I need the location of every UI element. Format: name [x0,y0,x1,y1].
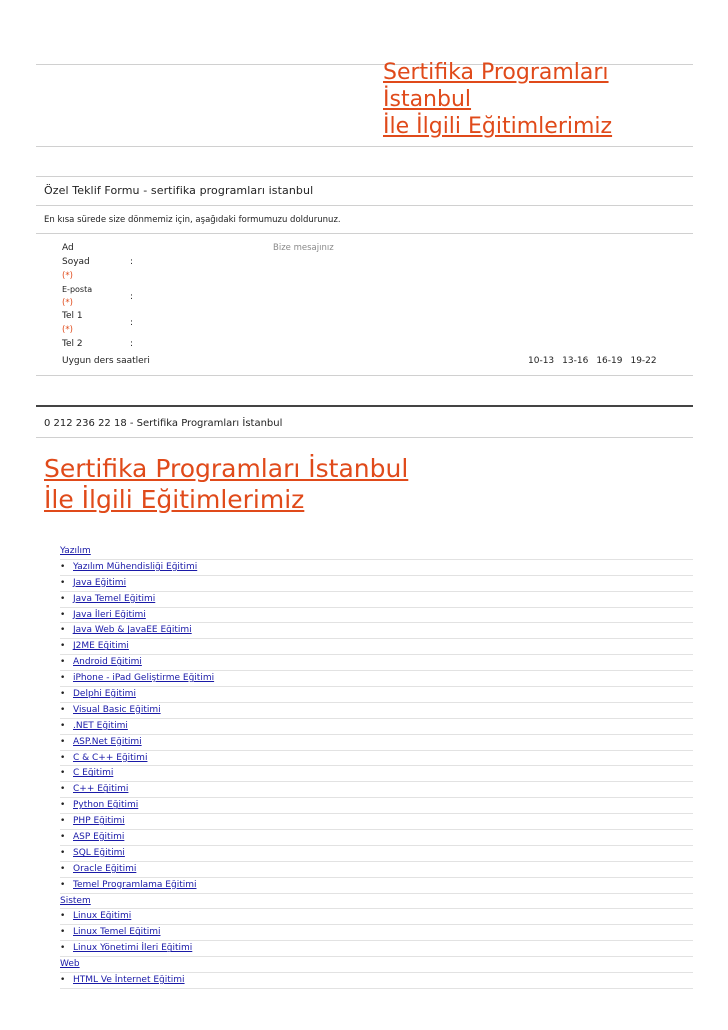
course-link[interactable]: Linux Eğitimi [73,911,132,922]
section-title-line-1[interactable]: Sertifika Programları İstanbul [44,454,409,483]
required-mark-soyad: (*) [62,271,73,281]
list-item-content [60,737,142,747]
time-slot-option[interactable]: 13-16 [562,356,589,366]
bullet-icon: • [60,911,66,922]
list-item-content [60,784,128,794]
list-item [60,719,693,735]
course-link[interactable]: Java İleri Eğitimi [73,609,146,620]
list-item-content [60,594,155,604]
bullet-icon: • [60,800,66,811]
divider [36,375,693,376]
list-item [60,798,693,814]
field-label-tel1: Tel 1 [62,311,83,321]
list-item-content [60,753,147,763]
bullet-icon: • [60,847,66,858]
row-divider [60,988,693,989]
time-slots [528,356,657,366]
course-link[interactable]: C Eğitimi [73,768,114,779]
bullet-icon: • [60,768,66,779]
bullet-icon: • [60,736,66,747]
course-link[interactable]: Linux Yönetimi İleri Eğitimi [73,943,193,954]
course-link[interactable]: Delphi Eğitimi [73,689,136,700]
list-item-content [60,625,192,635]
field-colon-tel1: : [130,318,134,328]
list-item [60,862,693,878]
time-slot-option[interactable]: 19-22 [630,356,657,366]
list-item [60,751,693,767]
list-item [60,814,693,830]
course-link[interactable]: SQL Eğitimi [73,847,125,858]
course-link[interactable]: Java Temel Eğitimi [73,593,156,604]
bullet-icon: • [60,625,66,636]
bullet-icon: • [60,863,66,874]
list-item [60,639,693,655]
list-item [60,671,693,687]
list-item-content [60,705,161,715]
bullet-icon: • [60,816,66,827]
time-slot-option[interactable]: 10-13 [528,356,555,366]
field-label-eposta: E-posta [62,285,93,294]
course-navigation [60,544,693,989]
bullet-icon: • [60,943,66,954]
category-link[interactable]: Sistem [60,895,91,906]
field-label-tel2: Tel 2 [62,339,83,349]
list-item-content [60,880,197,890]
course-link[interactable]: Python Eğitimi [73,800,139,811]
list-item-content [60,768,113,778]
divider [36,176,693,177]
header-title-line-3[interactable]: İle İlgili Eğitimlerimiz [383,114,613,139]
category-row [60,544,693,560]
list-item-content [60,943,192,953]
required-mark-tel1: (*) [62,325,73,335]
bullet-icon: • [60,561,66,572]
list-item-content [60,911,131,921]
bullet-icon: • [60,927,66,938]
course-link[interactable]: C++ Eğitimi [73,784,129,795]
time-slot-option[interactable]: 16-19 [596,356,623,366]
field-label-soyad: Soyad [62,257,90,267]
course-link[interactable]: C & C++ Eğitimi [73,752,148,763]
list-item-content [60,721,128,731]
bullet-icon: • [60,832,66,843]
list-item [60,909,693,925]
list-item-content [60,657,142,667]
course-link[interactable]: J2ME Eğitimi [73,641,129,652]
course-link[interactable]: Visual Basic Eğitimi [73,704,161,715]
bullet-icon: • [60,577,66,588]
field-colon-soyad: : [130,257,134,267]
list-item [60,576,693,592]
form-description: En kısa sürede size dönmemiz için, aşağıdaki formumuzu doldurunuz. [44,215,341,225]
list-item-content [60,610,146,620]
header-title-line-2[interactable]: İstanbul [383,87,472,112]
category-link[interactable]: Yazılım [60,546,91,556]
list-item-content [60,673,214,683]
list-item-content [60,848,125,858]
divider [36,233,693,234]
list-item-content [60,816,125,826]
list-item [60,735,693,751]
list-item [60,782,693,798]
list-item [60,623,693,639]
bullet-icon: • [60,784,66,795]
list-item [60,608,693,624]
required-mark-eposta: (*) [62,298,73,308]
list-item-content [60,578,126,588]
course-link[interactable]: Oracle Eğitimi [73,863,137,874]
category-row [60,894,693,910]
list-item [60,830,693,846]
course-link[interactable]: Java Eğitimi [73,577,127,588]
list-item [60,703,693,719]
field-colon-tel2: : [130,339,134,349]
list-item [60,925,693,941]
bullet-icon: • [60,752,66,763]
list-item [60,592,693,608]
course-link[interactable]: iPhone - iPad Geliştirme Eğitimi [73,673,215,684]
course-link[interactable]: ASP.Net Eğitimi [73,736,142,747]
bullet-icon: • [60,720,66,731]
divider [36,146,693,147]
hours-label: Uygun ders saatleri [62,356,150,366]
course-link[interactable]: HTML Ve İnternet Eğitimi [73,975,185,986]
course-link[interactable]: Android Eğitimi [73,657,142,668]
list-item [60,941,693,957]
category-row [60,957,693,973]
list-item [60,846,693,862]
divider [36,437,693,438]
bullet-icon: • [60,975,66,986]
list-item [60,655,693,671]
bullet-icon: • [60,593,66,604]
field-label-ad: Ad [62,243,74,253]
list-item-content [60,927,160,937]
list-item [60,687,693,703]
list-item-content [60,689,136,699]
course-link[interactable]: .NET Eğitimi [73,720,128,731]
course-link[interactable]: Yazılım Mühendisliği Eğitimi [73,561,198,572]
bullet-icon: • [60,704,66,715]
phone-line: 0 212 236 22 18 - Sertifika Programları İstanbul [44,418,283,429]
divider-dark [36,405,693,407]
course-link[interactable]: Java Web & JavaEE Eğitimi [73,625,192,636]
bullet-icon: • [60,879,66,890]
list-item-content [60,975,185,985]
bullet-icon: • [60,689,66,700]
header-title[interactable] [383,59,612,140]
field-colon-eposta: : [130,292,134,302]
list-item [60,766,693,782]
list-item [60,560,693,576]
bullet-icon: • [60,673,66,684]
list-item-content [60,800,138,810]
course-link[interactable]: Temel Programlama Eğitimi [73,879,197,890]
bullet-icon: • [60,609,66,620]
course-link[interactable]: ASP Eğitimi [73,832,125,843]
bullet-icon: • [60,657,66,668]
header-title-line-1[interactable]: Sertifika Programları [383,60,609,85]
course-link[interactable]: PHP Eğitimi [73,816,125,827]
section-title-line-2[interactable]: İle İlgili Eğitimlerimiz [44,485,305,514]
message-label: Bize mesajınız [273,243,334,253]
divider [36,205,693,206]
list-item-content [60,832,124,842]
list-item-content [60,641,129,651]
list-item [60,973,693,989]
section-title[interactable] [44,453,408,515]
list-item [60,878,693,894]
list-item-content [60,562,197,572]
form-title: Özel Teklif Formu - sertifika programları istanbul [44,184,314,197]
bullet-icon: • [60,641,66,652]
list-item-content [60,864,136,874]
category-link[interactable]: Web [60,959,80,970]
course-link[interactable]: Linux Temel Eğitimi [73,927,161,938]
